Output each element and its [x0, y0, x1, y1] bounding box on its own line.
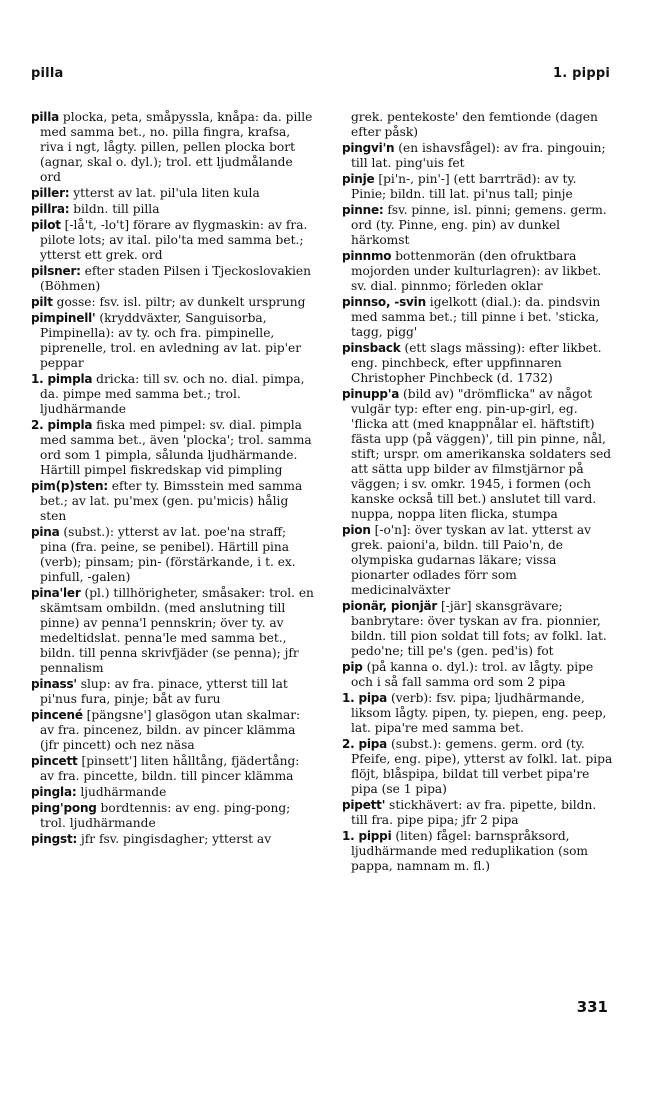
dictionary-entry: [342, 387, 614, 522]
headword: pingvi'n: [342, 141, 395, 155]
entry-text: (pl.) tillhörigheter, småsaker: trol. en skämtsam ombildn. (med anslutning till pinne) av penna'l pennskrin; över ty. av medeltidslat. penna'le med samma bet., bildn. till penna skrivfjäder (se penna); jfr pennalism: [40, 586, 314, 675]
headword: pipett': [342, 798, 386, 812]
dictionary-entry: [342, 295, 614, 340]
entry-text: (en ishavsfågel): av fra. pingouin; till lat. ping'uis fet: [351, 141, 606, 170]
headword: pinass': [31, 677, 77, 691]
headword: pilla: [31, 110, 60, 124]
entry-text: (kryddväxter, Sanguisorba, Pimpinella): av ty. och fra. pimpinelle, piprenelle, trol. en avledning av lat. pip'er peppar: [40, 311, 302, 370]
dictionary-entry: [342, 341, 614, 386]
entry-text: ljudhärmande: [76, 785, 167, 799]
headword: pillra:: [31, 202, 70, 216]
entry-text: [pängsne'] glasögon utan skalmar: av fra. pincenez, bildn. av pincer klämma (jfr pincett) och nez näsa: [40, 708, 301, 752]
headword: ping'pong: [31, 801, 97, 815]
headword: pilsner:: [31, 264, 81, 278]
dictionary-entry: [342, 249, 614, 294]
dictionary-entry: [31, 311, 316, 371]
entry-text: [-lå't, -lo't] förare av flygmaskin: av fra. pilote lots; av ital. pilo'ta med samma bet.; ytterst ett grek. ord: [40, 218, 308, 262]
dictionary-entry-continued: [342, 110, 614, 140]
headword: pinsback: [342, 341, 401, 355]
dictionary-entry: [31, 372, 316, 417]
dictionary-entry: [31, 525, 316, 585]
entry-text: bordtennis: av eng. ping-pong; trol. ljudhärmande: [40, 801, 291, 830]
dictionary-entry: [31, 801, 316, 831]
entry-text: gosse: fsv. isl. piltr; av dunkelt ursprung: [52, 295, 306, 309]
headword: pincené: [31, 708, 83, 722]
dictionary-entry: [31, 586, 316, 676]
headword: pinne:: [342, 203, 384, 217]
entry-text: stickhävert: av fra. pipette, bildn. till fra. pipe pipa; jfr 2 pipa: [351, 798, 597, 827]
dictionary-entry: [31, 418, 316, 478]
entry-text: dricka: till sv. och no. dial. pimpa, da. pimpe med samma bet.; trol. ljudhärmande: [40, 372, 305, 416]
entry-text: bottenmorän (den ofruktbara mojorden under kulturlagren): av likbet. sv. dial. pinnmo; förleden oklar: [351, 249, 602, 293]
headword: 1. pippi: [342, 829, 392, 843]
headword: pingst:: [31, 832, 78, 846]
entry-text: jfr fsv. pingisdagher; ytterst av: [77, 832, 272, 846]
entry-text: [pinsett'] liten hålltång, fjädertång: av fra. pincette, bildn. till pincer klämma: [40, 754, 300, 783]
headword: piller:: [31, 186, 70, 200]
headword: pionär, pionjär: [342, 599, 438, 613]
headword: pingla:: [31, 785, 77, 799]
headword: 1. pimpla: [31, 372, 93, 386]
headword: pincett: [31, 754, 78, 768]
headword: pip: [342, 660, 363, 674]
entry-text: [pi'n-, pin'-] (ett barrträd): av ty. Pinie; bildn. till lat. pi'nus tall; pinje: [351, 172, 577, 201]
entry-text: efter staden Pilsen i Tjeckoslovakien (Böhmen): [40, 264, 311, 293]
dictionary-entry: [31, 264, 316, 294]
dictionary-entry: [31, 110, 316, 185]
headword: pion: [342, 523, 371, 537]
dictionary-entry: [31, 218, 316, 263]
headword: pinupp'a: [342, 387, 400, 401]
dictionary-entry: [31, 785, 316, 800]
entry-text: [-jär] skansgrävare; banbrytare: över tyskan av fra. pionnier, bildn. till pion soldat till fots; av folkl. lat. pedo'ne; till pe's (gen. ped'is) fot: [351, 599, 607, 658]
dictionary-entry: [342, 141, 614, 171]
entry-text: [-o'n]: över tyskan av lat. ytterst av grek. paioni'a, bildn. till Paio'n, de olympiska gudarnas läkare; vissa pionarter odlades förr som medicinalväxter: [351, 523, 592, 597]
headword: 2. pipa: [342, 737, 388, 751]
dictionary-entry: [342, 599, 614, 659]
headword: pina'ler: [31, 586, 81, 600]
headword: pinje: [342, 172, 375, 186]
page-number: 331: [576, 998, 608, 1016]
headword: 2. pimpla: [31, 418, 93, 432]
entry-text: (bild av) "drömflicka" av något vulgär typ: efter eng. pin-up-girl, eg. 'flicka att (med knappnålar el. häftstift) fästa upp (på väggen)', till pin pinne, nål, stift; urspr. om amerikanska soldaters sed att sätta upp bilder av filmstjärnor på väggen; i sv. omkr. 1945, i formen (och kanske också till bet.) anslutet till vard. nuppa, noppa liten flicka, stumpa: [351, 387, 612, 521]
running-head-right: 1. pippi: [553, 66, 610, 81]
entry-text: efter ty. Bimsstein med samma bet.; av lat. pu'mex (gen. pu'micis) hålig sten: [40, 479, 303, 523]
entry-text: fiska med pimpel: sv. dial. pimpla med samma bet., även 'plocka'; trol. samma ord som 1 pimpla, sålunda ljudhärmande. Härtill pimpel fiskredskap vid pimpling: [40, 418, 312, 477]
dictionary-entry: [342, 737, 614, 797]
entry-text: fsv. pinne, isl. pinni; gemens. germ. ord (ty. Pinne, eng. pin) av dunkel härkomst: [351, 203, 607, 247]
headword: pim(p)sten:: [31, 479, 108, 493]
dictionary-entry: [31, 202, 316, 217]
entry-text: ytterst av lat. pil'ula liten kula: [69, 186, 260, 200]
entry-text: grek. pentekoste' den femtionde (dagen efter påsk): [351, 110, 598, 139]
headword: pimpinell': [31, 311, 96, 325]
dictionary-entry: [342, 203, 614, 248]
dictionary-entry: [31, 708, 316, 753]
dictionary-entry: [31, 295, 316, 310]
entry-text: bildn. till pilla: [69, 202, 160, 216]
entry-text: (subst.): ytterst av lat. poe'na straff; pina (fra. peine, se penibel). Härtill pina (verb); pinsam; pin- (förstärkande, i t. ex. pinfull, -galen): [40, 525, 296, 584]
headword: pilot: [31, 218, 61, 232]
headword: pilt: [31, 295, 53, 309]
entry-text: (verb): fsv. pipa; ljudhärmande, liksom lågty. pipen, ty. piepen, eng. peep, lat. pipa're med samma bet.: [351, 691, 607, 735]
headword: pinnmo: [342, 249, 392, 263]
dictionary-entry: [342, 691, 614, 736]
headword: pina: [31, 525, 60, 539]
entry-text: (liten) fågel: barnspråksord, ljudhärmande med reduplikation (som pappa, namnam m. fl.): [351, 829, 588, 873]
entry-text: slup: av fra. pinace, ytterst till lat pi'nus fura, pinje; båt av furu: [40, 677, 288, 706]
dictionary-entry: [342, 523, 614, 598]
dictionary-entry: [31, 479, 316, 524]
entry-text: plocka, peta, småpyssla, knåpa: da. pille med samma bet., no. pilla fingra, krafsa, riva i ngt, lågty. pillen, pellen plocka bort (agnar, skal o. dyl.); trol. ett ljudmålande ord: [40, 110, 313, 184]
dictionary-entry: [31, 754, 316, 784]
running-head-left: pilla: [31, 66, 64, 81]
left-column: [31, 110, 316, 848]
dictionary-entry: [31, 186, 316, 201]
dictionary-entry: [342, 829, 614, 874]
entry-text: (subst.): gemens. germ. ord (ty. Pfeife, eng. pipe), ytterst av folkl. lat. pipa flöjt, blåspipa, bildat till verbet pipa're pipa (se 1 pipa): [351, 737, 613, 796]
dictionary-entry: [31, 677, 316, 707]
headword: pinnso, -svin: [342, 295, 426, 309]
entry-text: (ett slags mässing): efter likbet. eng. pinchbeck, efter uppfinnaren Christopher Pinchbeck (d. 1732): [351, 341, 602, 385]
dictionary-entry: [342, 798, 614, 828]
dictionary-entry: [342, 172, 614, 202]
headword: 1. pipa: [342, 691, 388, 705]
entry-text: igelkott (dial.): da. pindsvin med samma bet.; till pinne i bet. 'sticka, tagg, pigg': [351, 295, 601, 339]
dictionary-entry: [31, 832, 316, 847]
right-column: [342, 110, 614, 875]
entry-text: (på kanna o. dyl.): trol. av lågty. pipe och i så fall samma ord som 2 pipa: [351, 660, 594, 689]
dictionary-entry: [342, 660, 614, 690]
